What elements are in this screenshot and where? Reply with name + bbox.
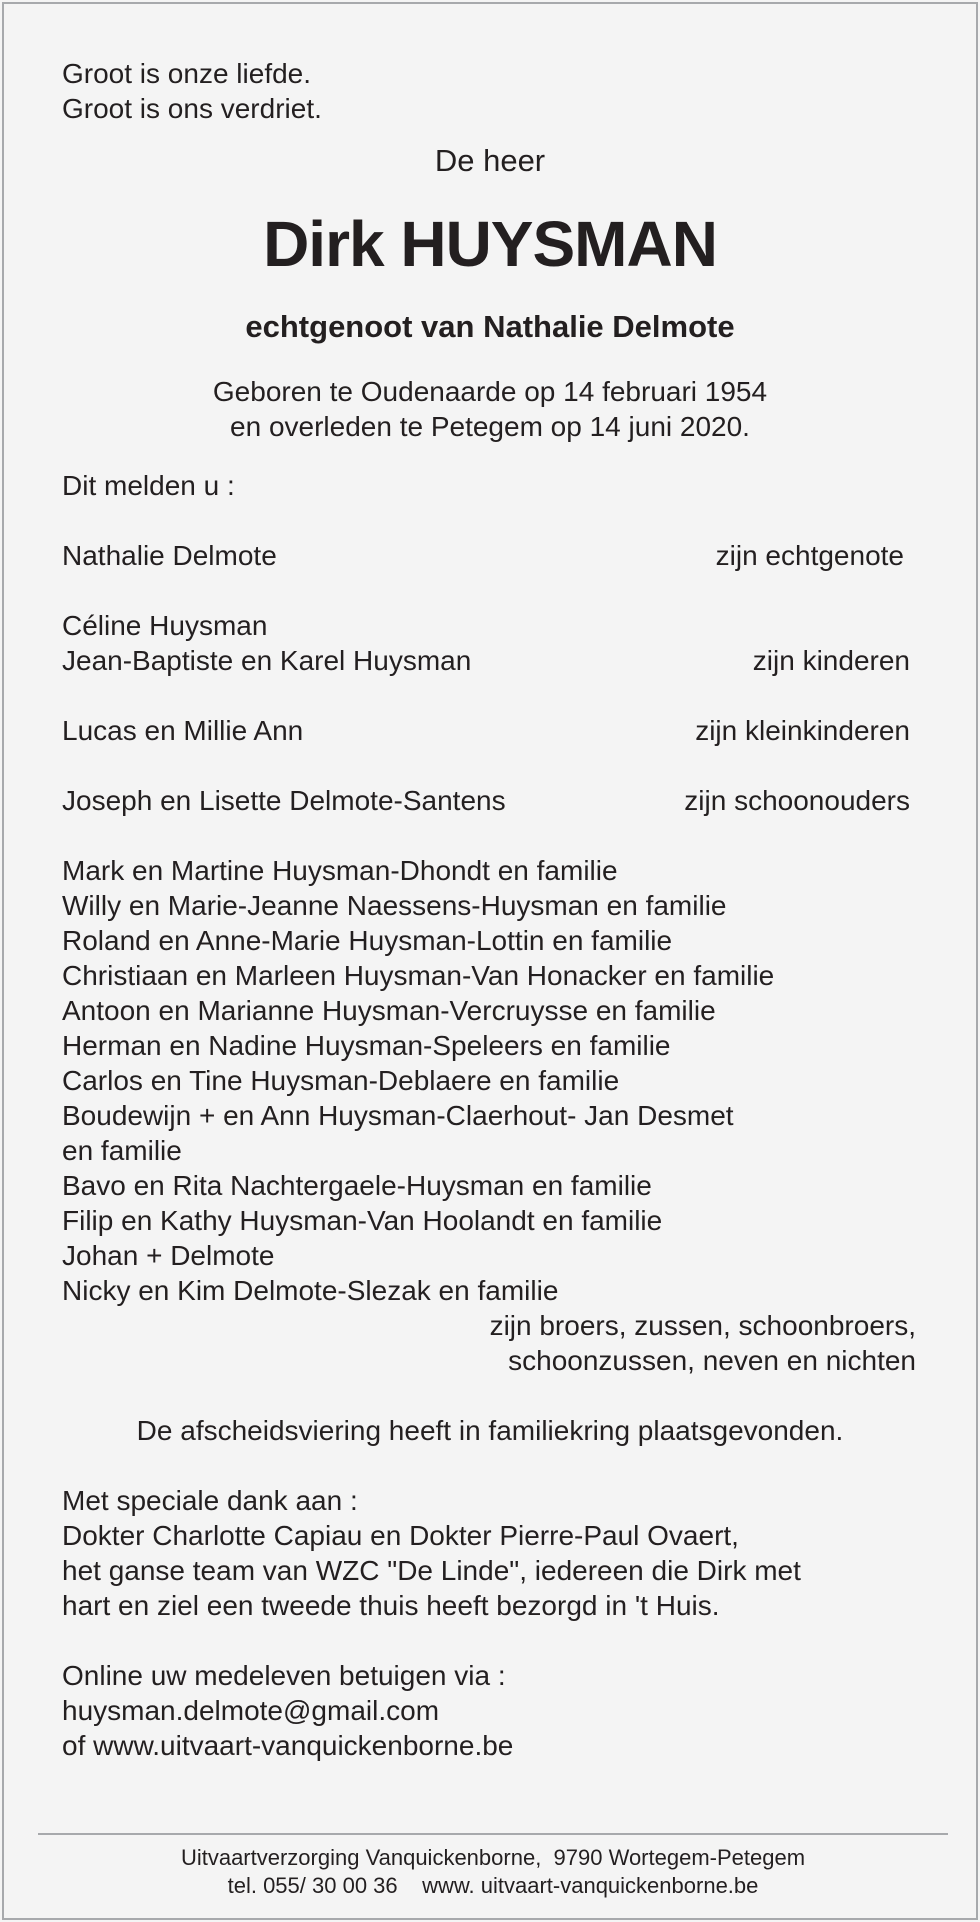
family-line: Carlos en Tine Huysman-Deblaere en familie — [62, 1065, 620, 1096]
footer-line-1: Uitvaartverzorging Vanquickenborne, 9790 Wortegem-Petegem — [180, 1845, 806, 1870]
relation-name: Céline Huysman — [62, 610, 268, 641]
footer-line-2: tel. 055/ 30 00 36 www. uitvaart-vanquickenborne.be — [227, 1873, 759, 1898]
death-notice-card — [2, 2, 978, 1920]
family-line: Johan + Delmote — [62, 1240, 275, 1271]
spouse-line: echtgenoot van Nathalie Delmote — [245, 309, 735, 344]
relation-name: Joseph en Lisette Delmote-Santens — [62, 785, 506, 816]
thanks-section — [62, 1483, 918, 1623]
relation-role: zijn kinderen — [752, 645, 910, 676]
relation-role: zijn schoonouders — [684, 785, 910, 816]
relation-name: Jean-Baptiste en Karel Huysman — [62, 645, 472, 676]
family-list — [62, 853, 918, 1378]
family-line: Mark en Martine Huysman-Dhondt en familie — [62, 855, 618, 886]
family-role-line-2: schoonzussen, neven en nichten — [508, 1345, 916, 1376]
family-line: Roland en Anne-Marie Huysman-Lottin en familie — [62, 925, 673, 956]
relation-name: Lucas en Millie Ann — [62, 715, 304, 746]
born-line: Geboren te Oudenaarde op 14 februari 1954 — [212, 376, 768, 407]
relation-name: Nathalie Delmote — [62, 540, 277, 571]
quote-line-1: Groot is onze liefde. — [62, 58, 312, 89]
notice-content — [62, 56, 918, 1763]
family-line: Nicky en Kim Delmote-Slezak en familie — [62, 1275, 559, 1306]
family-line: Bavo en Rita Nachtergaele-Huysman en familie — [62, 1170, 652, 1201]
thanks-line: Dokter Charlotte Capiau en Dokter Pierre-Paul Ovaert, — [62, 1520, 739, 1551]
email-address: huysman.delmote@gmail.com — [62, 1695, 440, 1726]
family-line: Willy en Marie-Jeanne Naessens-Huysman en familie — [62, 890, 727, 921]
salutation: De heer — [434, 143, 546, 178]
footer — [38, 1844, 948, 1900]
intro-line: Dit melden u : — [62, 470, 235, 501]
thanks-line: het ganse team van WZC "De Linde", iedereen die Dirk met — [62, 1555, 801, 1586]
thanks-line: Met speciale dank aan : — [62, 1485, 358, 1516]
died-line: en overleden te Petegem op 14 juni 2020. — [230, 411, 750, 442]
family-line: Boudewijn + en Ann Huysman-Claerhout- Jan Desmet — [62, 1100, 734, 1131]
footer-divider — [38, 1833, 948, 1835]
relation-role: zijn echtgenote — [715, 540, 904, 571]
family-line: Filip en Kathy Huysman-Van Hoolandt en familie — [62, 1205, 663, 1236]
quote-line-2: Groot is ons verdriet. — [62, 93, 322, 124]
ceremony-note: De afscheidsviering heeft in familiekring plaatsgevonden. — [136, 1415, 844, 1446]
online-intro: Online uw medeleven betuigen via : — [62, 1660, 506, 1691]
family-line: Antoon en Marianne Huysman-Vercruysse en familie — [62, 995, 716, 1026]
online-section — [62, 1658, 918, 1763]
family-line: en familie — [62, 1135, 182, 1166]
thanks-line: hart en ziel een tweede thuis heeft bezorgd in 't Huis. — [62, 1590, 720, 1621]
family-line: Christiaan en Marleen Huysman-Van Honacker en familie — [62, 960, 775, 991]
relation-grandchildren — [62, 713, 918, 748]
website-line: of www.uitvaart-vanquickenborne.be — [62, 1730, 514, 1761]
family-role-line-1: zijn broers, zussen, schoonbroers, — [489, 1310, 916, 1341]
family-line: Herman en Nadine Huysman-Speleers en familie — [62, 1030, 671, 1061]
relation-children — [62, 608, 918, 678]
relation-parents-in-law — [62, 783, 918, 818]
relation-role: zijn kleinkinderen — [695, 715, 910, 746]
deceased-name: Dirk HUYSMAN — [263, 208, 717, 280]
relation-spouse — [62, 538, 918, 573]
